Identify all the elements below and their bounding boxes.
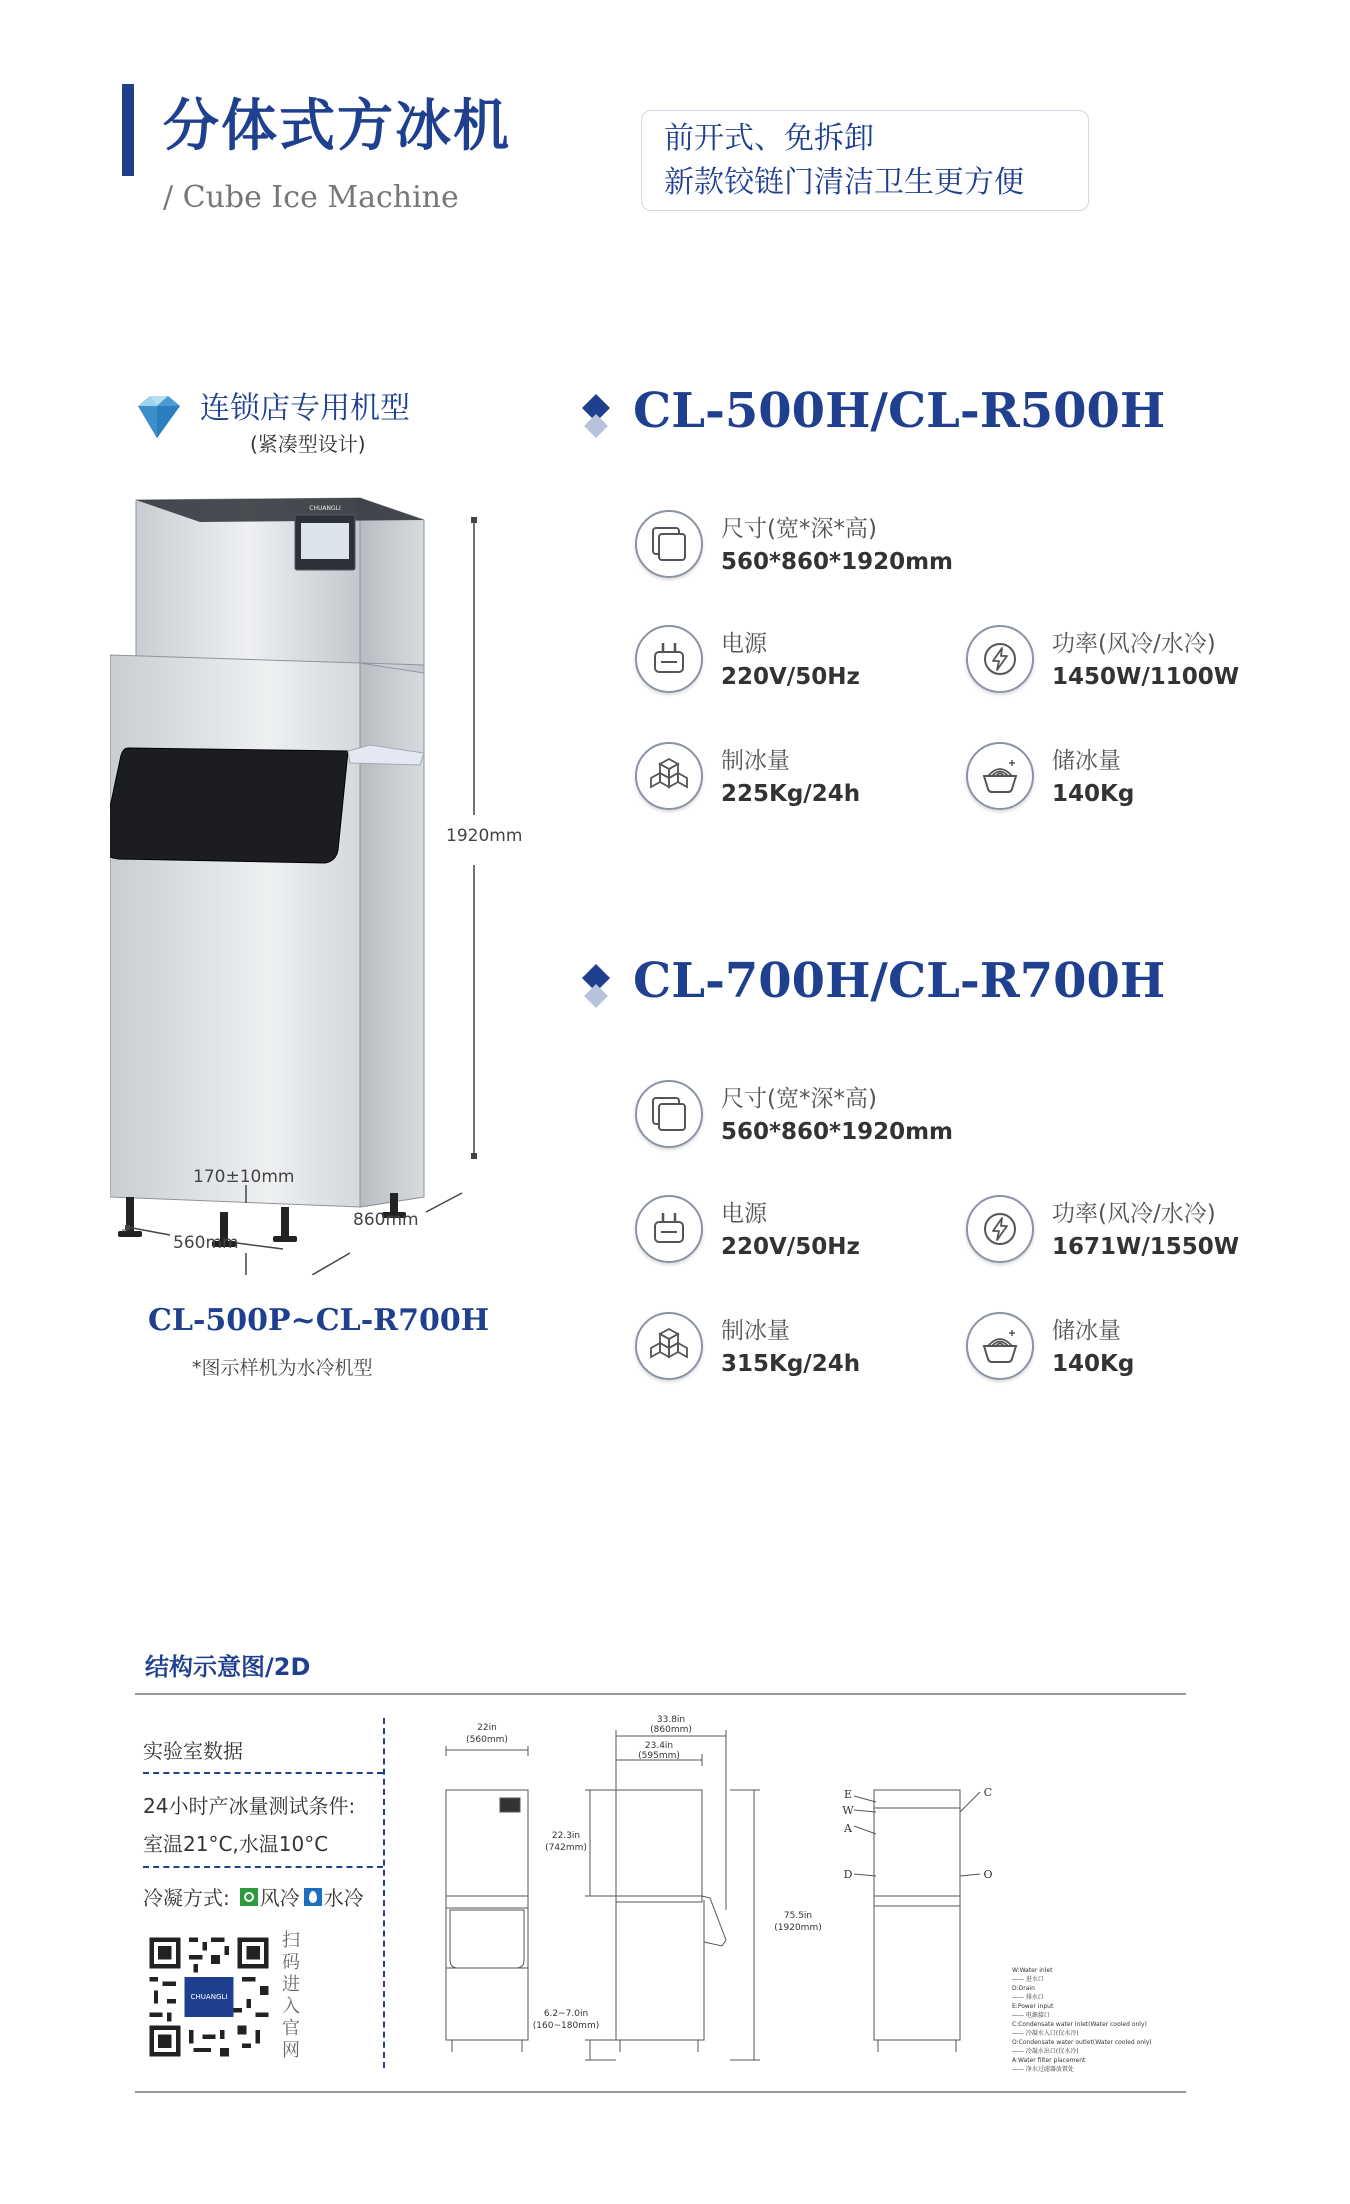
spec-label: 储冰量: [1052, 748, 1121, 774]
qr-brand-text: CHUANGLI: [190, 1992, 228, 2002]
ice-bin-icon: [966, 1312, 1034, 1380]
model-name: CL-500H/CL-R500H: [633, 383, 1166, 439]
spec-ice-production: [635, 742, 860, 811]
test-condition-title: 24小时产冰量测试条件:: [143, 1794, 356, 1818]
diamond-icon: [130, 392, 184, 442]
drawing-label: (560mm): [466, 1735, 508, 1745]
spec-power-source: [635, 625, 860, 694]
spec-label: 电源: [721, 631, 767, 657]
air-cooling-label: 风冷: [259, 1886, 300, 1910]
legend-line: —— 净水过滤器放置处: [1012, 2066, 1074, 2073]
feature-line: 新款铰链门清洁卫生更方便: [664, 165, 1024, 200]
power-plug-icon: [635, 1195, 703, 1263]
spec-value: 140Kg: [1052, 1351, 1135, 1377]
qr-code[interactable]: [145, 1933, 273, 2061]
spec-value: 560*860*1920mm: [721, 549, 954, 575]
port-label: O: [983, 1868, 993, 1881]
sample-note: *图示样机为水冷机型: [192, 1357, 373, 1379]
port-label: D: [843, 1868, 853, 1881]
ice-bin-icon: [966, 742, 1034, 810]
category-label: 连锁店专用机型: [200, 391, 410, 426]
spec-label: 功率(风冷/水冷): [1052, 631, 1216, 657]
drawing-label: 23.4in: [644, 1741, 674, 1751]
spec-value: 315Kg/24h: [721, 1351, 861, 1377]
page-title: 分体式方冰机: [163, 94, 511, 159]
feature-line: 前开式、免拆卸: [664, 121, 874, 156]
test-condition-value: 室温21°C,水温10°C: [143, 1832, 329, 1856]
size-icon: [635, 1080, 703, 1148]
title-accent-bar: [122, 84, 134, 176]
drawing-label: (160~180mm): [532, 2021, 600, 2031]
spec-ice-storage: [966, 742, 1134, 811]
spec-label: 尺寸(宽*深*高): [721, 1086, 877, 1112]
feature-box: [641, 110, 1089, 211]
page-subtitle: / Cube Ice Machine: [163, 180, 459, 215]
legend-line: E:Power input: [1012, 2003, 1054, 2010]
legend-line: C:Condensate water inlet(Water cooled only): [1012, 2021, 1147, 2028]
drawing-label: 22in: [477, 1723, 497, 1733]
height-dimension: 1920mm: [446, 826, 523, 846]
spec-label: 尺寸(宽*深*高): [721, 516, 877, 542]
legend-line: A:Water filter placement: [1012, 2057, 1086, 2064]
depth-dimension: 860mm: [353, 1210, 419, 1230]
spec-value: 1450W/1100W: [1052, 664, 1240, 690]
legend-line: —— 冷凝水入口(仅水冷): [1012, 2030, 1079, 2037]
structure-drawing: [440, 1710, 1200, 2090]
cooling-method: [143, 1882, 364, 1911]
dashed-divider: [143, 1772, 383, 1774]
drawing-label: (742mm): [545, 1843, 587, 1853]
spec-size: [635, 510, 953, 579]
port-label: A: [844, 1822, 852, 1835]
legend-line: —— 电源接口: [1012, 2012, 1050, 2019]
ice-cubes-icon: [635, 742, 703, 810]
drawing-label: 33.8in: [656, 1715, 686, 1725]
spec-value: 1671W/1550W: [1052, 1234, 1240, 1260]
legend-line: —— 进水口: [1012, 1976, 1044, 1983]
diamond-bullet-icon: [570, 392, 622, 444]
spec-size: [635, 1080, 953, 1149]
spec-label: 功率(风冷/水冷): [1052, 1201, 1216, 1227]
port-label: W: [842, 1804, 854, 1817]
dashed-divider: [143, 1866, 383, 1868]
spec-value: 140Kg: [1052, 781, 1135, 807]
legend-line: O:Condensate water outlet(Water cooled only): [1012, 2039, 1152, 2046]
width-dimension: 560mm: [173, 1233, 239, 1253]
drawing-label: (1920mm): [774, 1923, 822, 1933]
model-range-label: CL-500P~CL-R700H: [148, 1303, 490, 1338]
spec-power-rating: [966, 625, 1239, 694]
spec-ice-storage: [966, 1312, 1134, 1381]
power-plug-icon: [635, 625, 703, 693]
spec-value: 225Kg/24h: [721, 781, 861, 807]
spec-label: 制冰量: [721, 748, 790, 774]
category-note: (紧凑型设计): [250, 432, 366, 456]
legend-line: —— 冷凝水出口(仅水冷): [1012, 2048, 1079, 2055]
ice-cubes-icon: [635, 1312, 703, 1380]
water-cooling-icon: [304, 1888, 322, 1906]
air-cooling-icon: [240, 1888, 258, 1906]
spec-label: 制冰量: [721, 1318, 790, 1344]
legend-line: D:Drain: [1012, 1985, 1035, 1992]
lab-data-title: 实验室数据: [143, 1739, 243, 1763]
ice-machine-image: [110, 485, 510, 1275]
lightning-icon: [966, 1195, 1034, 1263]
width-dimension-line: [125, 1225, 335, 1255]
divider: [135, 2091, 1186, 2093]
port-label: C: [983, 1786, 993, 1799]
drawing-label: 22.3in: [551, 1831, 581, 1841]
brand-plate-text: CHUANGLI: [309, 505, 341, 512]
structure-title: 结构示意图/2D: [145, 1653, 311, 1681]
diamond-bullet-icon: [570, 962, 622, 1014]
size-icon: [635, 510, 703, 578]
drawing-label: (595mm): [638, 1751, 680, 1761]
legend-line: W:Water inlet: [1012, 1967, 1053, 1974]
spec-label: 储冰量: [1052, 1318, 1121, 1344]
lightning-icon: [966, 625, 1034, 693]
legend-line: —— 排水口: [1012, 1994, 1044, 2001]
drawing-label: (860mm): [650, 1725, 692, 1735]
port-label: E: [843, 1788, 853, 1801]
model-name: CL-700H/CL-R700H: [633, 953, 1166, 1009]
drawing-label: 6.2~7.0in: [543, 2009, 589, 2019]
spec-power-source: [635, 1195, 860, 1264]
scan-qr-label: 扫码进入官网: [282, 1930, 300, 2061]
drawing-label: 75.5in: [783, 1911, 813, 1921]
dashed-divider: [383, 1718, 385, 2068]
spec-value: 560*860*1920mm: [721, 1119, 954, 1145]
water-cooling-label: 水冷: [323, 1886, 364, 1910]
spec-value: 220V/50Hz: [721, 664, 860, 690]
spec-power-rating: [966, 1195, 1239, 1264]
cooling-label: 冷凝方式:: [143, 1886, 230, 1910]
spec-label: 电源: [721, 1201, 767, 1227]
leg-height-dimension: 170±10mm: [193, 1167, 295, 1187]
spec-value: 220V/50Hz: [721, 1234, 860, 1260]
spec-ice-production: [635, 1312, 860, 1381]
divider: [135, 1693, 1186, 1695]
